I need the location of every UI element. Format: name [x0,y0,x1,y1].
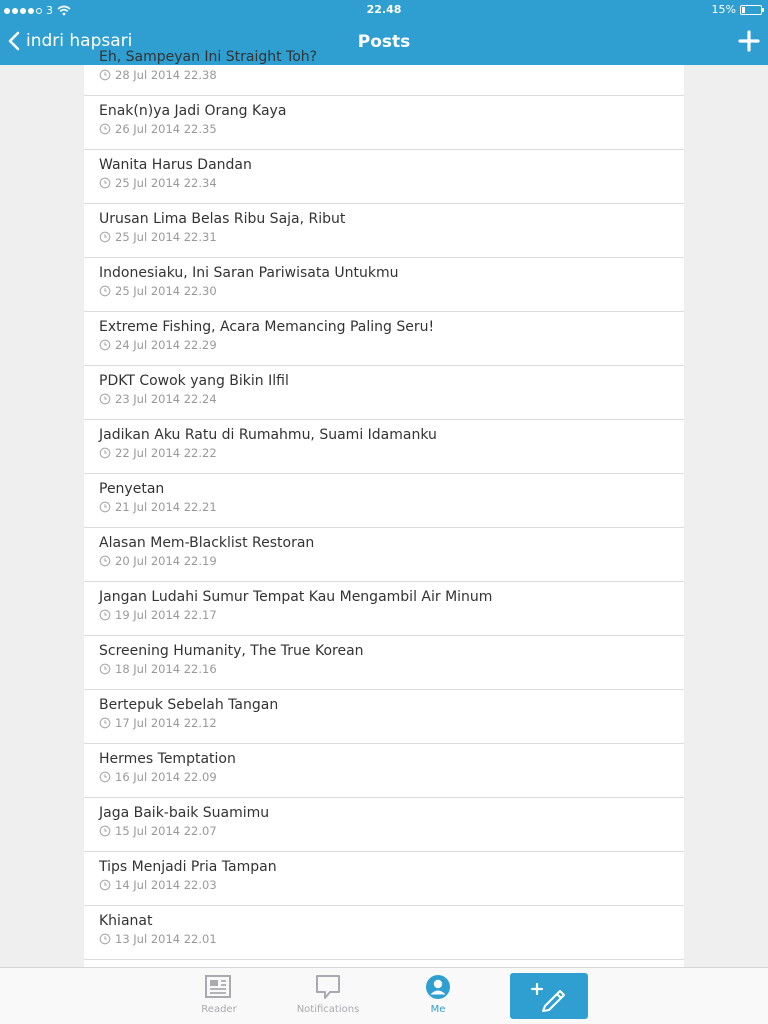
tab-me-label: Me [430,1004,446,1015]
post-title: Jaga Baik-baik Suamimu [99,805,270,821]
post-title: Hermes Temptation [99,751,236,767]
clock-icon [99,825,111,837]
post-row[interactable] [84,258,684,312]
post-title: Urusan Lima Belas Ribu Saja, Ribut [99,211,346,227]
battery-level [742,7,745,13]
post-date [99,715,684,731]
tab-bar [0,967,768,1024]
clock-icon [99,555,111,567]
post-date-text: 28 Jul 2014 22.38 [115,68,217,82]
post-date [99,769,684,785]
tab-me[interactable] [393,974,483,1015]
post-date [99,931,684,947]
post-date-text: 25 Jul 2014 22.34 [115,176,217,190]
clock-icon [99,879,111,891]
post-row[interactable] [84,150,684,204]
post-date [99,391,684,407]
reader-icon [204,974,234,1000]
compose-icon [531,980,567,1012]
post-date-text: 23 Jul 2014 22.24 [115,392,217,406]
post-title: Jangan Ludahi Sumur Tempat Kau Mengambil Air Minum [99,589,493,605]
battery-icon [740,5,762,15]
post-title: Extreme Fishing, Acara Memancing Paling Seru! [99,319,435,335]
post-date-text: 20 Jul 2014 22.19 [115,554,217,568]
post-row[interactable] [84,204,684,258]
posts-list [84,42,684,960]
tab-notifications[interactable] [283,974,373,1015]
post-date-text: 21 Jul 2014 22.21 [115,500,217,514]
posts-list-container[interactable] [84,49,684,967]
post-date-text: 25 Jul 2014 22.30 [115,284,217,298]
post-date [99,445,684,461]
post-date [99,661,684,677]
post-date [99,67,684,83]
clock-icon [99,501,111,513]
status-time: 22.48 [366,3,402,16]
post-row[interactable] [84,798,684,852]
post-date [99,283,684,299]
post-date-text: 15 Jul 2014 22.07 [115,824,217,838]
post-row[interactable] [84,744,684,798]
post-title: Indonesiaku, Ini Saran Pariwisata Untukmu [99,265,399,281]
clock-icon [99,339,111,351]
post-date-text: 22 Jul 2014 22.22 [115,446,217,460]
post-date-text: 24 Jul 2014 22.29 [115,338,217,352]
post-date [99,607,684,623]
post-row[interactable] [84,42,684,96]
clock-icon [99,123,111,135]
post-date [99,823,684,839]
tab-reader-label: Reader [201,1004,237,1015]
post-title: PDKT Cowok yang Bikin Ilfil [99,373,289,389]
tab-reader[interactable] [174,974,264,1015]
post-date-text: 14 Jul 2014 22.03 [115,878,217,892]
post-title: Enak(n)ya Jadi Orang Kaya [99,103,287,119]
post-date [99,229,684,245]
post-date [99,121,684,137]
battery-area [712,3,762,16]
post-row[interactable] [84,528,684,582]
post-row[interactable] [84,906,684,960]
carrier-label: 3 [46,4,53,17]
post-title: Jadikan Aku Ratu di Rumahmu, Suami Idamanku [99,427,437,443]
post-row[interactable] [84,312,684,366]
clock-icon [99,69,111,81]
post-date [99,175,684,191]
post-title: Penyetan [99,481,165,497]
post-date [99,499,684,515]
post-title: Eh, Sampeyan Ini Straight Toh? [99,49,318,65]
post-date [99,877,684,893]
post-date-text: 18 Jul 2014 22.16 [115,662,217,676]
post-row[interactable] [84,582,684,636]
post-row[interactable] [84,420,684,474]
me-icon [425,974,451,1000]
compose-button[interactable] [510,973,588,1019]
post-title: Bertepuk Sebelah Tangan [99,697,279,713]
clock-icon [99,393,111,405]
clock-icon [99,177,111,189]
post-date-text: 16 Jul 2014 22.09 [115,770,217,784]
post-row[interactable] [84,366,684,420]
clock-icon [99,609,111,621]
post-date-text: 19 Jul 2014 22.17 [115,608,217,622]
clock-icon [99,663,111,675]
clock-icon [99,285,111,297]
post-title: Tips Menjadi Pria Tampan [99,859,277,875]
post-row[interactable] [84,690,684,744]
post-row[interactable] [84,96,684,150]
tab-notifications-label: Notifications [296,1004,360,1015]
clock-icon [99,447,111,459]
post-title: Alasan Mem-Blacklist Restoran [99,535,315,551]
battery-percent: 15% [711,3,736,16]
clock-icon [99,771,111,783]
clock-icon [99,933,111,945]
clock-icon [99,231,111,243]
add-post-button[interactable] [738,30,760,52]
post-date-text: 17 Jul 2014 22.12 [115,716,217,730]
post-date-text: 26 Jul 2014 22.35 [115,122,217,136]
post-row[interactable] [84,852,684,906]
post-date-text: 13 Jul 2014 22.01 [115,932,217,946]
post-date [99,553,684,569]
status-bar [0,0,768,20]
post-date [99,337,684,353]
page-title: Posts [357,32,411,52]
post-title: Screening Humanity, The True Korean [99,643,364,659]
post-date-text: 25 Jul 2014 22.31 [115,230,217,244]
post-title: Wanita Harus Dandan [99,157,252,173]
post-row[interactable] [84,474,684,528]
post-row[interactable] [84,636,684,690]
clock-icon [99,717,111,729]
back-button-label: indri hapsari [26,31,133,51]
notifications-icon [315,974,341,1000]
post-title: Khianat [99,913,153,929]
